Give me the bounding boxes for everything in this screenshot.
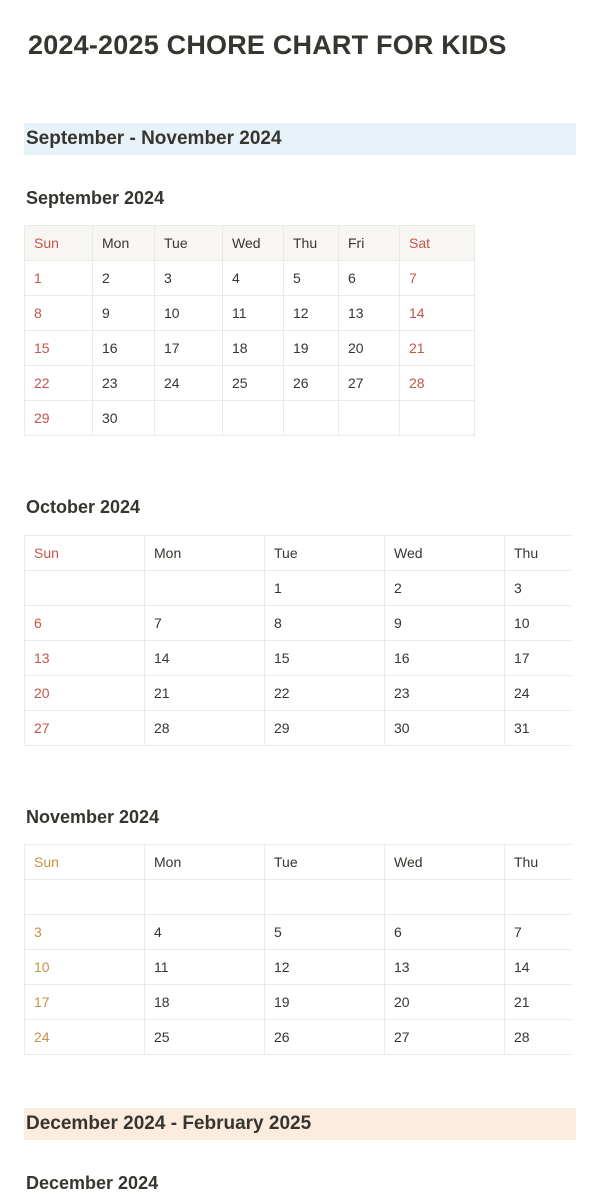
weekday-header: Thu — [284, 226, 339, 261]
calendar-day-cell[interactable] — [385, 880, 505, 915]
calendar-day-cell[interactable]: 8 — [265, 606, 385, 641]
calendar-day-cell[interactable]: 25 — [145, 1020, 265, 1055]
calendar-day-cell[interactable]: 17 — [25, 985, 145, 1020]
calendar-day-cell[interactable] — [25, 571, 145, 606]
calendar-day-cell[interactable]: 13 — [339, 296, 400, 331]
calendar-week-row — [25, 676, 572, 711]
calendar-day-cell[interactable]: 27 — [339, 366, 400, 401]
calendar-day-cell[interactable]: 23 — [385, 676, 505, 711]
weekday-header: Sun — [25, 536, 145, 571]
weekday-header: Wed — [223, 226, 284, 261]
calendar-september — [24, 225, 475, 436]
calendar-day-cell[interactable] — [25, 880, 145, 915]
calendar-day-cell[interactable]: 6 — [339, 261, 400, 296]
calendar-day-cell[interactable]: 14 — [505, 950, 572, 985]
calendar-day-cell[interactable]: 1 — [265, 571, 385, 606]
calendar-day-cell[interactable]: 26 — [284, 366, 339, 401]
month-heading-november: November 2024 — [26, 807, 160, 827]
calendar-day-cell[interactable]: 28 — [505, 1020, 572, 1055]
weekday-header: Mon — [93, 226, 155, 261]
calendar-day-cell[interactable] — [505, 880, 572, 915]
weekday-header: Fri — [339, 226, 400, 261]
month-heading-december: December 2024 — [26, 1173, 159, 1193]
calendar-day-cell[interactable]: 14 — [400, 296, 475, 331]
calendar-day-cell[interactable]: 27 — [25, 711, 145, 746]
section-heading-winter: December 2024 - February 2025 — [24, 1108, 576, 1140]
calendar-day-cell[interactable]: 22 — [25, 366, 93, 401]
weekday-header: Wed — [385, 536, 505, 571]
calendar-day-cell[interactable]: 31 — [505, 711, 572, 746]
calendar-week-row — [25, 950, 572, 985]
calendar-day-cell[interactable]: 20 — [339, 331, 400, 366]
month-heading-october: October 2024 — [26, 497, 141, 517]
weekday-header: Thu — [505, 845, 572, 880]
weekday-header: Sun — [25, 845, 145, 880]
calendar-week-row — [25, 985, 572, 1020]
calendar-day-cell[interactable] — [284, 401, 339, 436]
calendar-day-cell[interactable]: 7 — [400, 261, 475, 296]
calendar-day-cell[interactable]: 17 — [505, 641, 572, 676]
page-title: 2024-2025 CHORE CHART FOR KIDS — [28, 30, 507, 60]
calendar-day-cell[interactable]: 29 — [25, 401, 93, 436]
calendar-day-cell[interactable]: 3 — [505, 571, 572, 606]
month-heading-september: September 2024 — [26, 188, 165, 208]
weekday-header: Mon — [145, 845, 265, 880]
calendar-day-cell[interactable]: 12 — [284, 296, 339, 331]
calendar-day-cell[interactable]: 6 — [385, 915, 505, 950]
calendar-day-cell[interactable]: 15 — [265, 641, 385, 676]
calendar-day-cell[interactable]: 17 — [155, 331, 223, 366]
calendar-day-cell[interactable]: 18 — [223, 331, 284, 366]
calendar-day-cell[interactable] — [155, 401, 223, 436]
calendar-day-cell[interactable]: 30 — [385, 711, 505, 746]
calendar-day-cell[interactable]: 9 — [385, 606, 505, 641]
calendar-day-cell[interactable]: 21 — [400, 331, 475, 366]
calendar-day-cell[interactable]: 24 — [505, 676, 572, 711]
calendar-day-cell[interactable] — [223, 401, 284, 436]
calendar-day-cell[interactable]: 28 — [145, 711, 265, 746]
calendar-november — [24, 844, 571, 1055]
calendar-day-cell[interactable]: 22 — [265, 676, 385, 711]
weekday-header: Thu — [505, 536, 572, 571]
calendar-day-cell[interactable]: 27 — [385, 1020, 505, 1055]
calendar-day-cell[interactable]: 7 — [145, 606, 265, 641]
calendar-week-row — [25, 880, 572, 915]
calendar-day-cell[interactable]: 13 — [385, 950, 505, 985]
calendar-day-cell[interactable]: 10 — [505, 606, 572, 641]
calendar-day-cell[interactable]: 16 — [93, 331, 155, 366]
calendar-scroll-october[interactable] — [24, 535, 571, 746]
calendar-day-cell[interactable]: 18 — [145, 985, 265, 1020]
weekday-header: Tue — [265, 845, 385, 880]
calendar-day-cell[interactable]: 16 — [385, 641, 505, 676]
calendar-day-cell[interactable]: 23 — [93, 366, 155, 401]
calendar-day-cell[interactable]: 3 — [155, 261, 223, 296]
calendar-day-cell[interactable]: 14 — [145, 641, 265, 676]
calendar-day-cell[interactable]: 19 — [265, 985, 385, 1020]
weekday-header: Tue — [265, 536, 385, 571]
weekday-header: Sun — [25, 226, 93, 261]
calendar-day-cell[interactable]: 28 — [400, 366, 475, 401]
calendar-day-cell[interactable]: 11 — [223, 296, 284, 331]
calendar-week-row — [25, 401, 475, 436]
weekday-header: Tue — [155, 226, 223, 261]
calendar-day-cell[interactable]: 3 — [25, 915, 145, 950]
calendar-day-cell[interactable]: 12 — [265, 950, 385, 985]
calendar-day-cell[interactable]: 11 — [145, 950, 265, 985]
weekday-header: Sat — [400, 226, 475, 261]
calendar-week-row — [25, 641, 572, 676]
calendar-october — [24, 535, 571, 746]
calendar-day-cell[interactable]: 29 — [265, 711, 385, 746]
calendar-day-cell[interactable] — [339, 401, 400, 436]
calendar-week-row — [25, 571, 572, 606]
calendar-day-cell[interactable]: 21 — [145, 676, 265, 711]
calendar-day-cell[interactable]: 21 — [505, 985, 572, 1020]
calendar-day-cell[interactable]: 4 — [145, 915, 265, 950]
calendar-week-row — [25, 296, 475, 331]
calendar-week-row — [25, 331, 475, 366]
calendar-day-cell[interactable]: 2 — [385, 571, 505, 606]
calendar-week-row — [25, 915, 572, 950]
calendar-day-cell[interactable]: 25 — [223, 366, 284, 401]
weekday-header: Wed — [385, 845, 505, 880]
calendar-day-cell[interactable]: 15 — [25, 331, 93, 366]
calendar-day-cell[interactable] — [400, 401, 475, 436]
calendar-day-cell[interactable]: 20 — [385, 985, 505, 1020]
calendar-day-cell[interactable]: 13 — [25, 641, 145, 676]
calendar-day-cell[interactable]: 24 — [155, 366, 223, 401]
calendar-day-cell[interactable]: 1 — [25, 261, 93, 296]
calendar-day-cell[interactable]: 10 — [155, 296, 223, 331]
calendar-day-cell[interactable]: 7 — [505, 915, 572, 950]
calendar-week-row — [25, 606, 572, 641]
calendar-day-cell[interactable]: 24 — [25, 1020, 145, 1055]
calendar-day-cell[interactable]: 5 — [284, 261, 339, 296]
calendar-day-cell[interactable] — [145, 880, 265, 915]
calendar-day-cell[interactable]: 30 — [93, 401, 155, 436]
calendar-day-cell[interactable]: 4 — [223, 261, 284, 296]
calendar-scroll-november[interactable] — [24, 844, 571, 1055]
calendar-week-row — [25, 261, 475, 296]
calendar-day-cell[interactable]: 9 — [93, 296, 155, 331]
calendar-week-row — [25, 711, 572, 746]
calendar-day-cell[interactable] — [145, 571, 265, 606]
calendar-day-cell[interactable]: 2 — [93, 261, 155, 296]
calendar-day-cell[interactable]: 26 — [265, 1020, 385, 1055]
calendar-day-cell[interactable]: 10 — [25, 950, 145, 985]
calendar-week-row — [25, 366, 475, 401]
weekday-header: Mon — [145, 536, 265, 571]
calendar-week-row — [25, 1020, 572, 1055]
calendar-day-cell[interactable]: 20 — [25, 676, 145, 711]
calendar-day-cell[interactable]: 8 — [25, 296, 93, 331]
calendar-day-cell[interactable]: 6 — [25, 606, 145, 641]
calendar-day-cell[interactable]: 5 — [265, 915, 385, 950]
section-heading-autumn: September - November 2024 — [24, 123, 576, 155]
calendar-day-cell[interactable]: 19 — [284, 331, 339, 366]
calendar-day-cell[interactable] — [265, 880, 385, 915]
